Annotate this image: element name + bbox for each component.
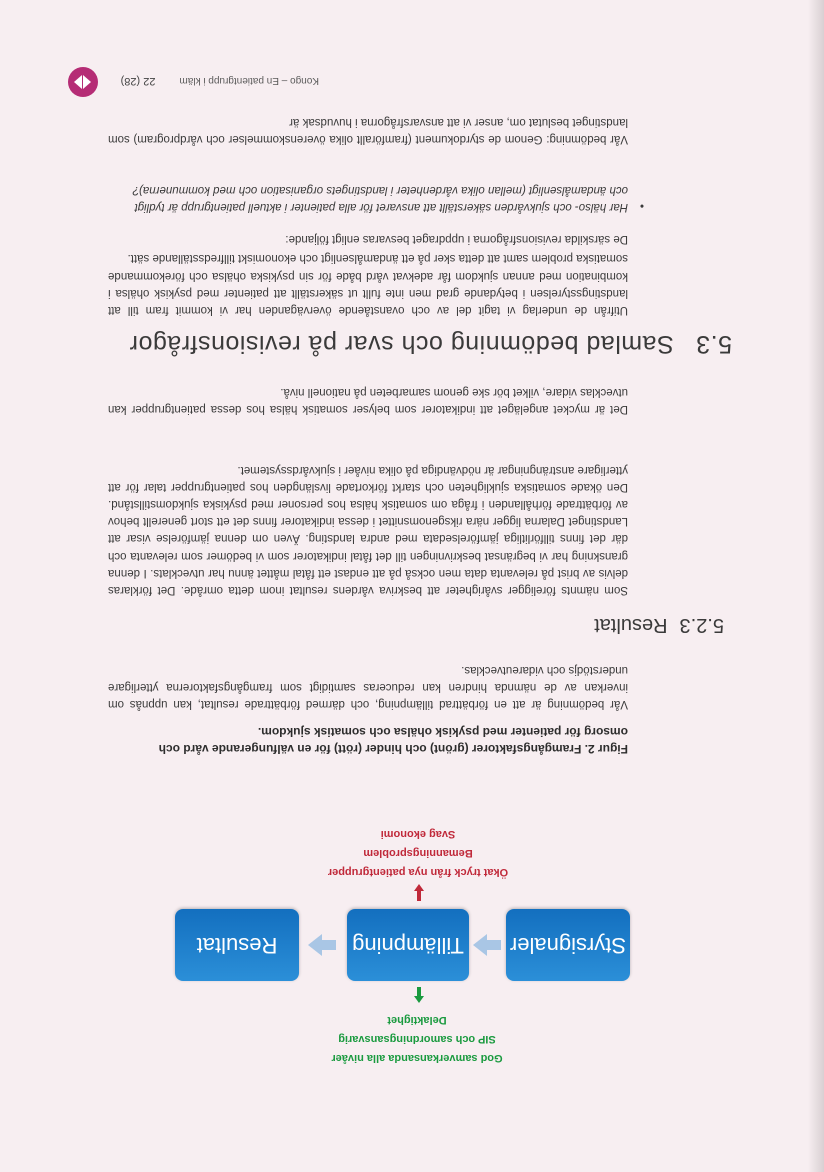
right-arrow-icon [308,934,336,956]
barrier-item: Bemanningsproblem [363,847,473,859]
page-nav-buttons[interactable] [68,67,98,97]
barrier-item: Ökat tryck från nya patientgrupper [327,866,509,878]
driver-item: SIP och samordningsansvarig [338,1033,496,1045]
driver-item: Delaktighet [387,1014,447,1026]
bullet-icon: • [639,199,644,211]
framework-diagram [150,752,630,1067]
barriers-list [306,824,530,881]
paragraph: Vår bedömning är att en förbättrad tillämpning, och därmed förbättrade resultat, kan uppnås om inverkan av de nämnda hindren kan reduceras samtidigt som framgångsfaktorerna ytterligare understödjs och vidareutvecklas. [108,663,628,710]
paragraph: Som nämnts föreligger svårigheter att beskriva vårdens resultat inom detta område. Det förklaras delvis av brist på relevanta data men också på att endast ett fåtal måttet ännu har utvecklats. I denna granskning har vi begränsat beskrivningen till det fåtal indikatorer som vi bedömer som relevanta och där det finns tillförlitliga jämförelsedata med andra landsting. Även om denna jämförelse visar att Landstinget Dalarna ligger nära riksgenomsnittet i dessa indikatorer finns det ett stort generellt behov av förbättrade förhållanden i fråga om somatisk hälsa hos personer med psykiska sjukdomstillstånd. Den ökade somatiska sjukligheten och starkt förkortade livslängden hos patientgrupper talar för att ytterligare ansträngningar är nödvändiga på olika nivåer i sjukvårdssystemet. [108,463,628,596]
box-tillampning: Tillämpning [347,909,469,981]
page-footer [59,70,319,92]
barrier-item: Svag ekonomi [380,828,456,840]
paragraph: De särskilda revisionsfrågorna i uppdraget besvaras enligt följande: [285,233,628,245]
page-edge-shadow [808,0,824,1172]
footer-label: Kongo – En patientgrupp i kläm [179,75,319,87]
section-number: 5.3 [695,330,732,358]
driver-item: God samverkansanda alla nivåer [331,1052,503,1064]
paragraph: Utifrån de underlag vi tagit del av och ovanstående överväganden har vi kommit fram till att landstingsstyrelsen i betydande grad men inte fullt ut säkerställt att patienter med psykisk ohälsa i kombination med annan sjukdom får adekvat vård både för sin psykiska ohälsa och förekommande somatiska problem samt att detta sker på ett ändamålsenligt och ekonomiskt tillfredsställande sätt. [108,252,628,316]
bullet-list-item [118,181,644,215]
section-number: 5.2.3 [679,614,724,636]
box-resultat: Resultat [175,909,299,981]
paragraph: Vår bedömning: Genom de styrdokument (framförallt olika överenskommelser och vårdprogram) som landstinget beslutat om, anser vi att ansvarsfrågorna i huvudsak är [108,115,628,145]
paragraph: Det är mycket angeläget att indikatorer som belyser somatisk hälsa hos dessa patientgrupper kan utvecklas vidare, vilket bör ske genom samarbeten på nationell nivå. [108,385,628,415]
section-title: Resultat [594,614,668,636]
figure-caption: Figur 2. Framgångsfaktorer (grönt) och hinder (rött) för en välfungerande vård och omsorg för patienter med psykisk ohälsa och somatisk sjukdom. [158,725,628,756]
section-heading-5-2-3 [594,613,724,636]
section-heading-5-3 [129,329,732,358]
previous-page-icon[interactable] [84,75,92,89]
up-arrow-icon [414,987,424,1003]
section-title: Samlad bedömning och svar på revisionsfrågor [129,330,674,358]
drivers-list [322,1010,512,1067]
page-number: 22 (28) [120,75,156,87]
right-arrow-icon [473,934,501,956]
down-arrow-icon [414,883,424,901]
next-page-icon[interactable] [75,75,83,89]
box-styrsignaler: Styrsignaler [506,909,630,981]
bullet-text: Har hälso- och sjukvården säkerställt att ansvaret för alla patienter i aktuell patientgrupp är tydligt och ändamålsenligt (mellan olika vårdenheter i landstingets organisation och med kommunerna)? [132,183,628,213]
